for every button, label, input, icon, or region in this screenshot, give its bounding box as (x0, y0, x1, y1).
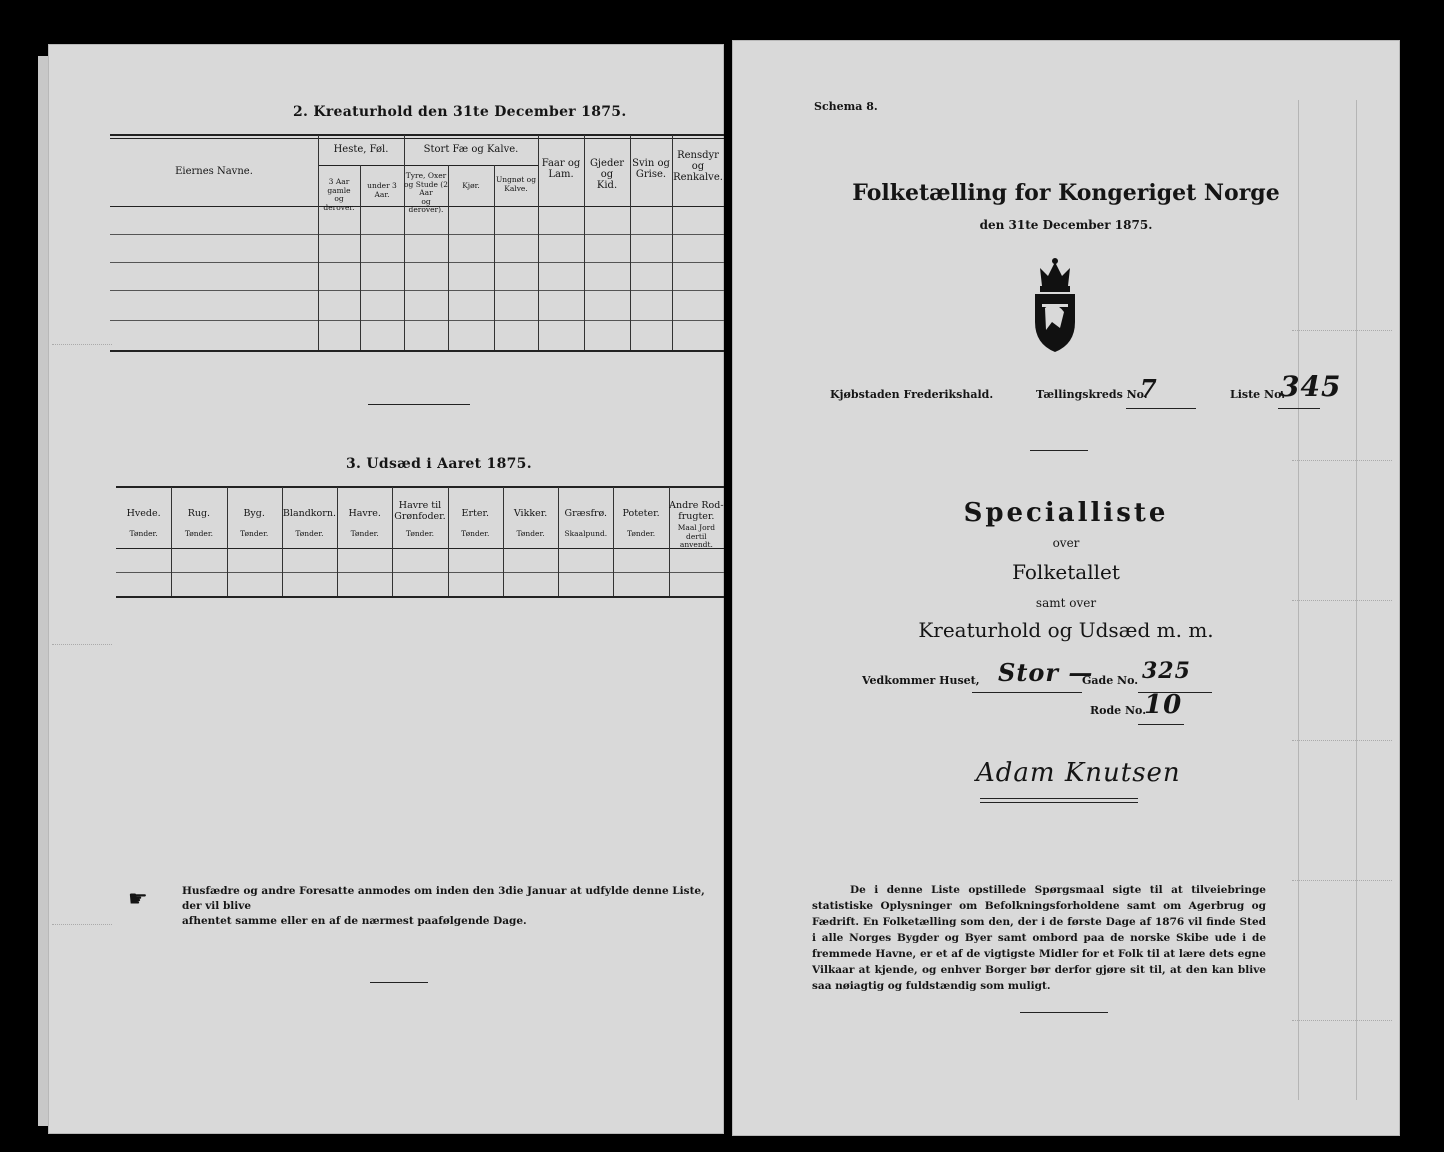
seed-col-header: Hvede. (126, 508, 161, 519)
coat-of-arms-icon (1030, 256, 1080, 354)
seed-col-divider (171, 487, 172, 596)
seed-col-unit: Tønder. (295, 529, 324, 538)
section-divider (368, 404, 470, 405)
census-title: Folketælling for Kongeriget Norge (852, 180, 1280, 206)
rode-underline (1138, 724, 1184, 725)
house-label: Vedkommer Huset, (862, 674, 980, 687)
seed-col-header: Blandkorn. (282, 508, 336, 519)
list-number: 345 (1280, 370, 1342, 403)
seed-col-header: Rug. (187, 508, 211, 519)
rode-label: Rode No. (1090, 704, 1147, 717)
col-horses-under-3: under 3 Aar. (367, 181, 397, 199)
district-label: Tællingskreds No. (1036, 388, 1148, 401)
right-page (732, 40, 1400, 1136)
section2-title: 2. Kreaturhold den 31te December 1875. (293, 104, 627, 120)
seed-col-header: Havre. (348, 508, 381, 519)
seed-col-unit: Tønder. (405, 529, 435, 538)
seed-col-header: Andre Rod- frugter. (669, 500, 724, 522)
seed-col-divider (558, 487, 559, 596)
seed-col-unit: Tønder. (240, 529, 269, 538)
street-name: Stor — (998, 658, 1094, 687)
gade-label: Gade No. (1082, 674, 1139, 687)
schema-label: Schema 8. (814, 100, 878, 113)
rode-number: 10 (1144, 690, 1183, 720)
bottom-divider-right (1020, 1012, 1108, 1013)
seed-col-header: Poteter. (622, 508, 660, 519)
samt-over-label: samt over (1035, 596, 1097, 610)
seed-col-header: Byg. (243, 508, 265, 519)
seed-col-unit: Tønder. (184, 529, 213, 538)
col-horses-3-years-plus: 3 Aar gamle og derover. (323, 177, 355, 212)
bottom-divider (370, 982, 428, 983)
seed-col-header: Havre til Grønfoder. (394, 500, 446, 522)
col-sheep: Faar og Lam. (541, 158, 581, 180)
left-page (48, 44, 724, 1134)
household-notice (182, 884, 722, 929)
section3-title: 3. Udsæd i Aaret 1875. (346, 456, 532, 472)
pointing-hand-icon: ☛ (128, 887, 148, 912)
seed-col-unit: Tønder. (350, 529, 379, 538)
seed-col-divider (448, 487, 449, 596)
street-underline (972, 692, 1082, 693)
signature: Adam Knutsen (976, 758, 1181, 788)
notice-line-1: Husfædre og andre Foresatte anmodes om inden den 3die Januar at udfylde denne Liste, der vil blive (182, 885, 705, 912)
district-number: 7 (1140, 374, 1158, 403)
seed-col-unit: Maal Jord dertil anvendt. (677, 523, 716, 549)
census-purpose-notice: De i denne Liste opstillede Spørgsmaal sigte til at tilveiebringe statistiske Oplysninger om Befolkningsforholdene samt om Agerbrug og Fædrift. En Folketælling som den, der i de første Dage af 1876 vil finde Sted i alle Norges Bygder og Byer samt ombord paa de norske Skibe ude i de fremmede Havne, er et af de vigtigste Midler for et Folk til at lære dets egne Vilkaar at kjende, og enhver Borger bør derfor gjøre sit til, at den kan blive saa nøiagtig og fuldstændig som muligt. (812, 884, 1266, 992)
list-underline (1278, 408, 1320, 409)
kreaturhold-label: Kreaturhold og Udsæd m. m. (918, 618, 1214, 642)
seed-col-divider (503, 487, 504, 596)
seed-col-unit: Tønder. (516, 529, 545, 538)
town-label: Kjøbstaden Frederikshald. (830, 388, 994, 401)
seed-col-header: Græsfrø. (564, 508, 608, 519)
seed-col-divider (227, 487, 228, 596)
signature-underline-1 (980, 798, 1138, 799)
col-bulls-oxen: Tyre, Oxer og Stude (2 Aar og derover). (404, 171, 449, 214)
gade-number: 325 (1142, 658, 1191, 684)
col-goats: Gjeder og Kid. (589, 158, 625, 191)
district-underline (1126, 408, 1196, 409)
folketallet-label: Folketallet (1012, 560, 1120, 584)
seed-col-unit: Tønder. (129, 529, 158, 538)
col-pigs: Svin og Grise. (632, 158, 670, 180)
seed-col-header: Vikker. (513, 508, 548, 519)
specialliste-heading: Specialliste (963, 498, 1169, 528)
seed-col-divider (613, 487, 614, 596)
over-label: over (1052, 536, 1080, 550)
notice-line-2: afhentet samme eller en af de nærmest paafølgende Dage. (182, 915, 527, 927)
col-reindeer: Rensdyr og Renkalve. (673, 150, 723, 183)
signature-underline-2 (980, 802, 1138, 803)
title-divider (1030, 450, 1088, 451)
seed-col-divider (282, 487, 283, 596)
list-label: Liste No. (1230, 388, 1286, 401)
seed-col-divider (337, 487, 338, 596)
col-horses-group: Heste, Føl. (333, 144, 389, 155)
seed-col-unit: Tønder. (461, 529, 490, 538)
col-cows: Kjør. (462, 181, 480, 190)
seed-col-header: Erter. (461, 508, 489, 519)
col-owner-names: Eiernes Navne. (175, 166, 253, 177)
census-date: den 31te December 1875. (979, 218, 1153, 232)
col-young-cattle: Ungnøt og Kalve. (495, 175, 536, 193)
binding-strip (38, 56, 48, 1126)
seed-col-unit: Skaalpund. (564, 529, 608, 538)
col-cattle-group: Stort Fæ og Kalve. (423, 144, 519, 155)
seed-col-unit: Tønder. (627, 529, 656, 538)
